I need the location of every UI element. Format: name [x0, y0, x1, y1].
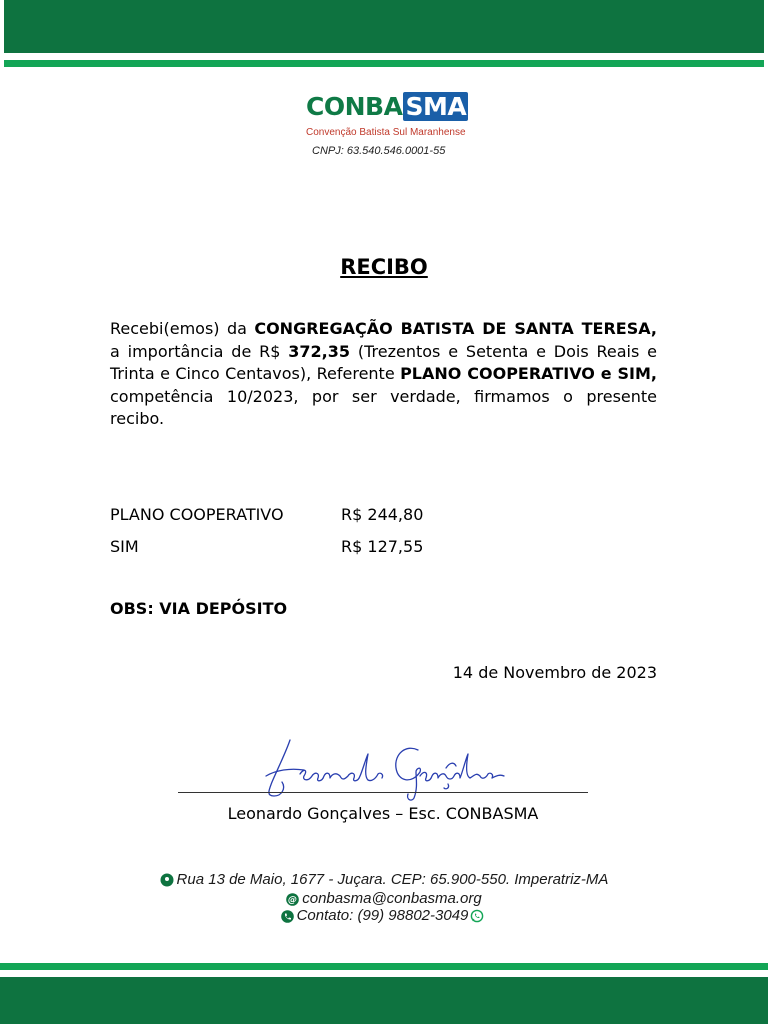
footer-contact-text: Contato: (99) 98802-3049	[296, 907, 469, 924]
footer-email	[0, 890, 768, 907]
signer-name: Leonardo Gonçalves – Esc. CONBASMA	[227, 804, 539, 823]
para-text-1: Recebi(emos) da	[110, 319, 255, 338]
logo-word-main: CONBA	[306, 92, 403, 121]
obs-note: OBS: VIA DEPÓSITO	[110, 599, 288, 618]
para-amount: 372,35	[288, 341, 351, 361]
handwritten-signature	[256, 732, 516, 806]
header-band	[4, 0, 764, 53]
footer-contact	[0, 907, 768, 924]
logo-subtitle: Convenção Batista Sul Maranhense	[306, 127, 466, 138]
at-sign-icon	[286, 893, 299, 906]
header-stripe	[4, 60, 764, 67]
item-label: SIM	[110, 537, 139, 556]
document-date: 14 de Novembro de 2023	[452, 663, 657, 682]
item-row	[110, 537, 423, 556]
phone-icon	[281, 910, 294, 923]
item-row	[110, 505, 423, 524]
conbasma-logo	[300, 92, 470, 142]
footer-address	[0, 871, 768, 888]
para-payer: CONGREGAÇÃO BATISTA DE SANTA TERESA,	[254, 319, 658, 338]
receipt-paragraph	[110, 318, 657, 431]
location-pin-icon	[160, 873, 174, 887]
footer-stripe	[0, 963, 768, 970]
para-text-3: (Trezentos e Setenta e Dois Reais e Trinta e Cinco Centavos), Referente	[110, 341, 658, 383]
logo-word-highlight: SMA	[405, 92, 467, 121]
para-text-2: a importância de R$	[110, 341, 289, 361]
para-reference: PLANO COOPERATIVO e SIM,	[400, 364, 658, 383]
item-label: PLANO COOPERATIVO	[110, 505, 284, 524]
footer-address-text: Rua 13 de Maio, 1677 - Juçara. CEP: 65.900-550. Imperatriz-MA	[176, 871, 609, 888]
svg-text:@: @	[288, 895, 298, 906]
footer-email-text[interactable]: conbasma@conbasma.org	[302, 890, 482, 907]
logo-wordmark	[306, 92, 468, 121]
item-value: R$ 244,80	[341, 505, 424, 524]
whatsapp-icon	[470, 909, 484, 923]
document-title: RECIBO	[340, 255, 428, 279]
para-text-4: competência 10/2023, por ser verdade, firmamos o presente recibo.	[110, 386, 657, 428]
footer-band	[0, 977, 768, 1024]
item-value: R$ 127,55	[341, 537, 424, 556]
cnpj-text: CNPJ: 63.540.546.0001-55	[312, 145, 446, 157]
signature-line	[178, 792, 588, 793]
